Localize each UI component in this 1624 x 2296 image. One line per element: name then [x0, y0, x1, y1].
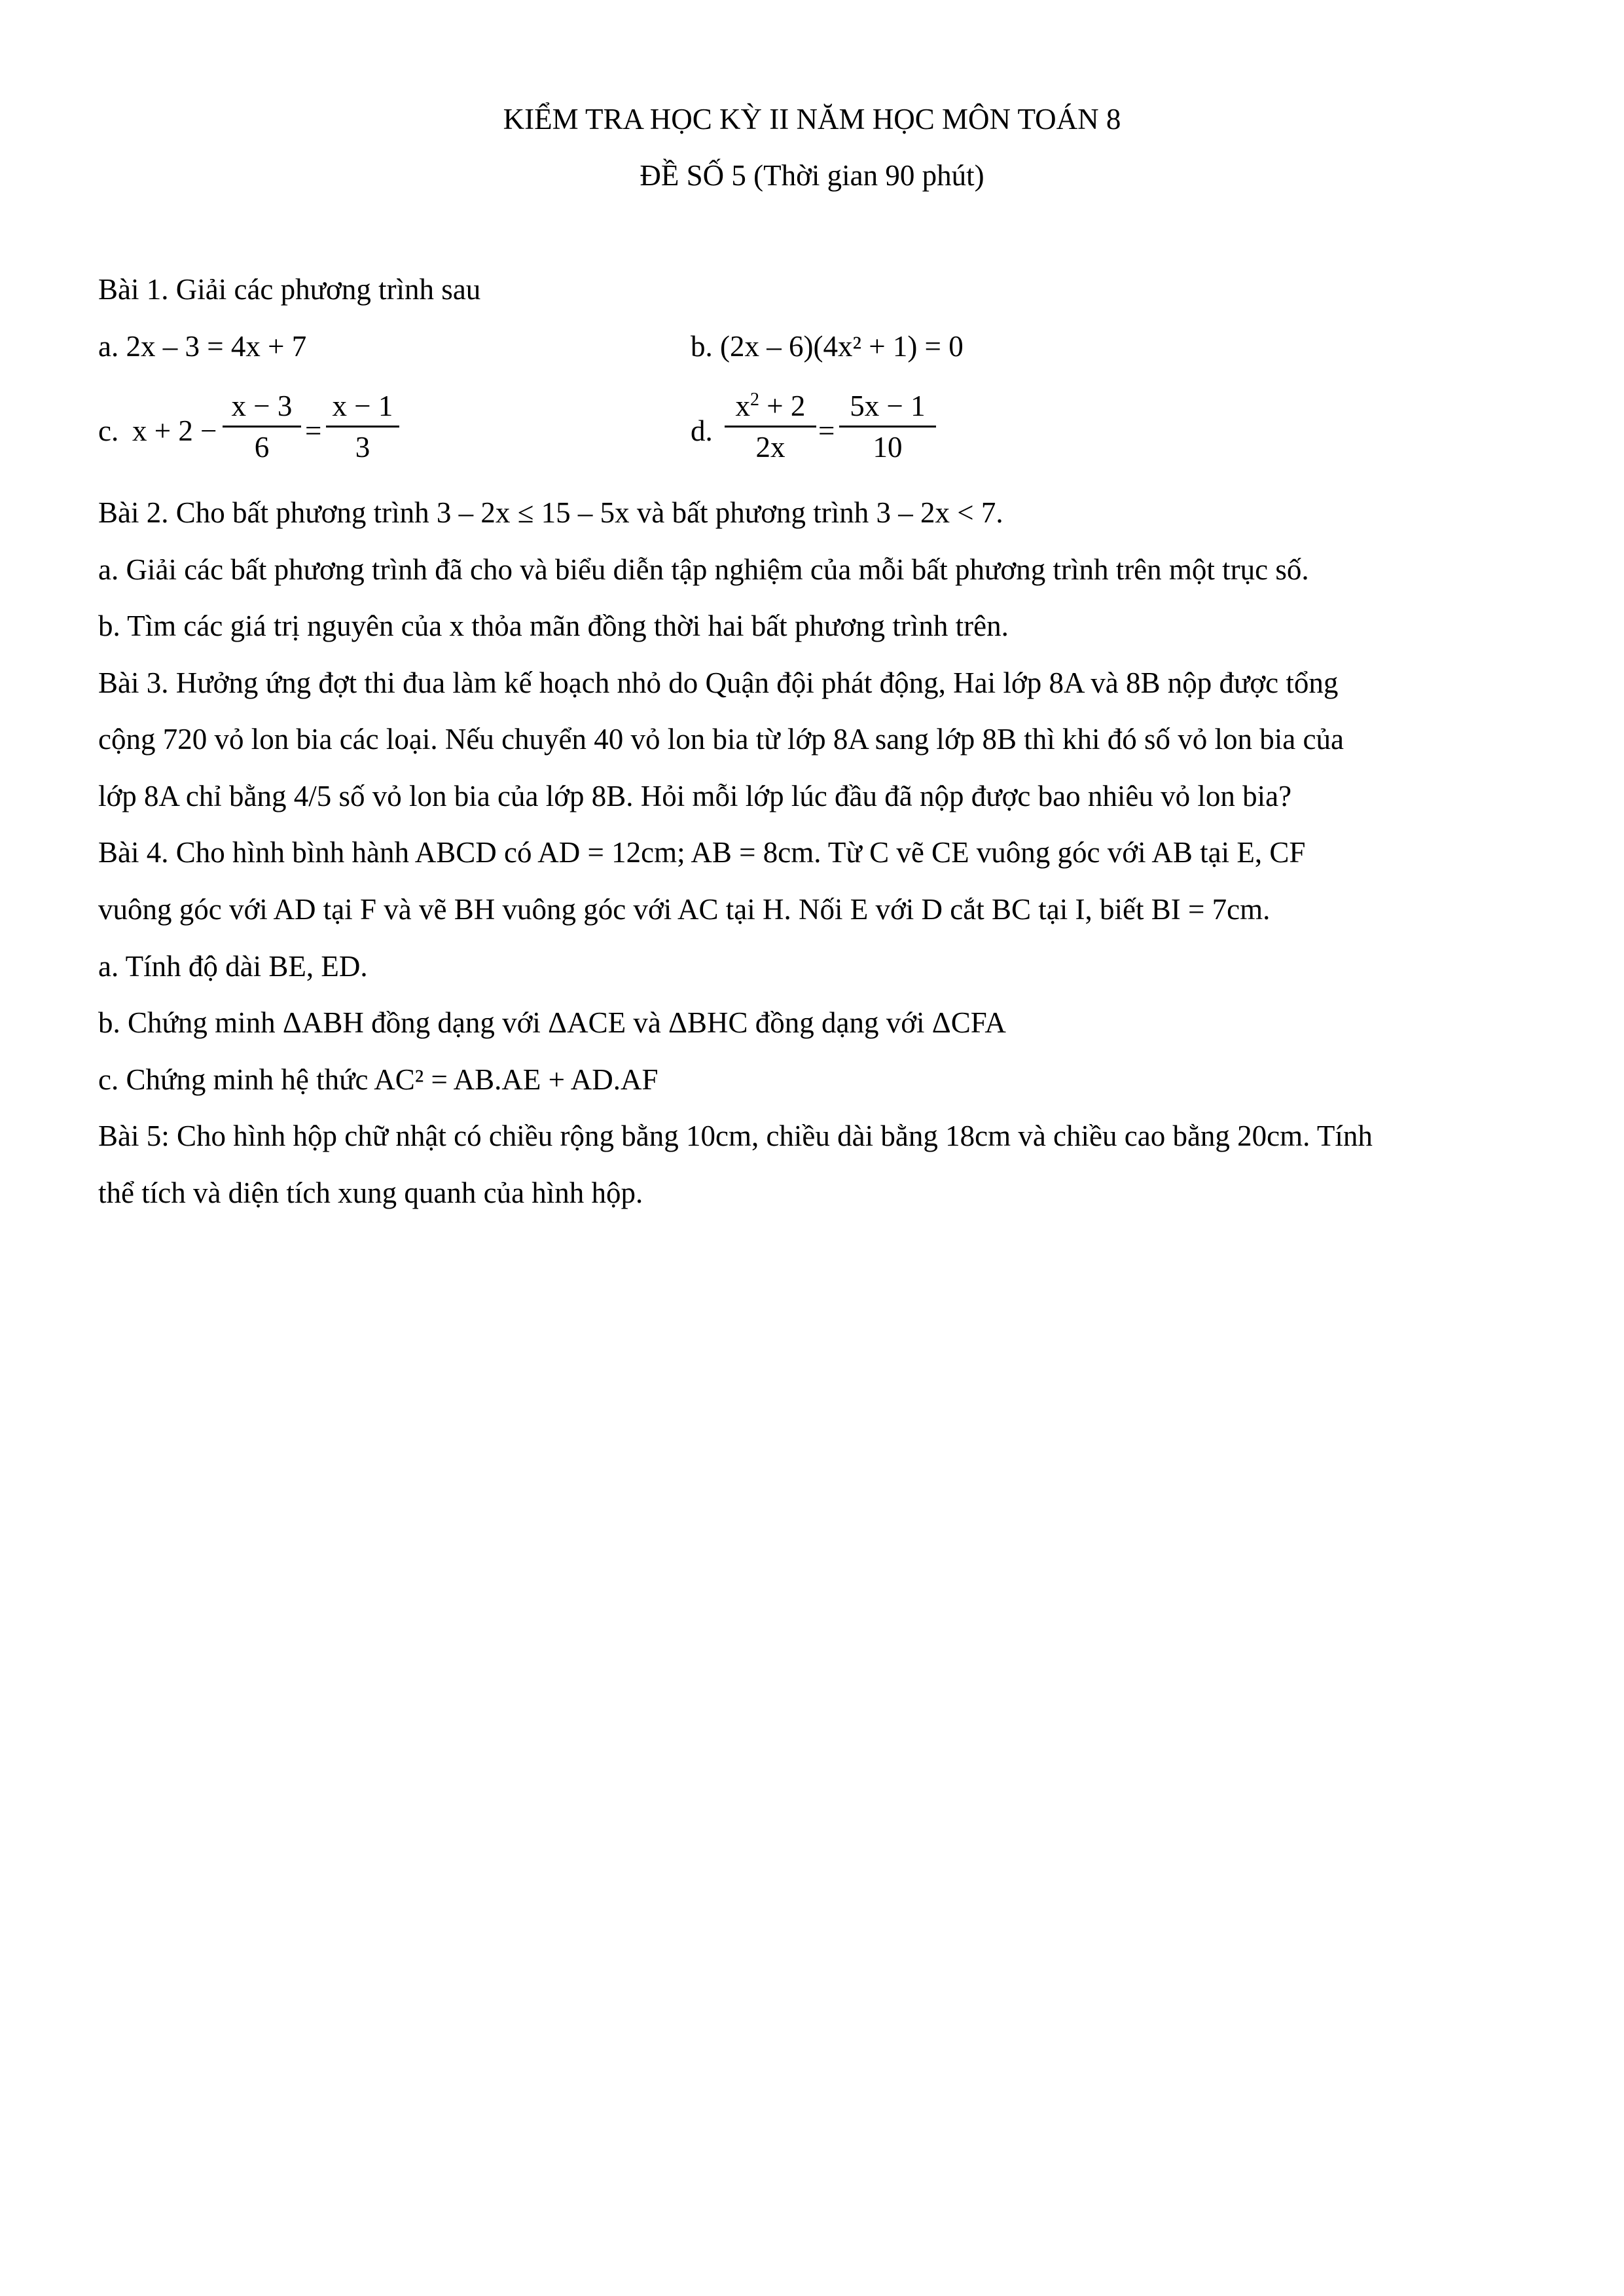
exam-subtitle: ĐỀ SỐ 5 (Thời gian 90 phút)	[640, 159, 984, 192]
fraction-bar	[839, 426, 936, 428]
bai1-d-fraction-1	[725, 388, 816, 465]
bai3-line-1: Bài 3. Hưởng ứng đợt thi đua làm kế hoạch nhỏ do Quận đội phát động, Hai lớp 8A và 8B nộp được tổng	[98, 666, 1339, 699]
bai4-c: c. Chứng minh hệ thức AC² = AB.AE + AD.AF	[98, 1063, 659, 1096]
bai1-c-frac1-numerator: x − 3	[231, 390, 293, 422]
bai2-heading: Bài 2. Cho bất phương trình 3 – 2x ≤ 15 – 5x và bất phương trình 3 – 2x < 7.	[98, 496, 1003, 529]
bai4-a: a. Tính độ dài BE, ED.	[98, 950, 368, 983]
bai1-d-frac1-denominator: 2x	[755, 431, 785, 464]
bai1-c-lhs: x + 2 −	[132, 414, 217, 447]
bai4-line-2: vuông góc với AD tại F và vẽ BH vuông góc với AC tại H. Nối E với D cắt BC tại I, biết BI = 7cm.	[98, 893, 1271, 926]
bai1-a: a. 2x – 3 = 4x + 7	[98, 330, 307, 363]
bai1-d-frac1-rest: + 2	[759, 390, 806, 422]
bai4-b: b. Chứng minh ΔABH đồng dạng với ΔACE và ΔBHC đồng dạng với ΔCFA	[98, 1006, 1006, 1039]
bai1-d-fraction-2	[839, 388, 936, 465]
fraction-bar	[326, 426, 399, 428]
bai3-line-3: lớp 8A chỉ bằng 4/5 số vỏ lon bia của lớp 8B. Hỏi mỗi lớp lúc đầu đã nộp được bao nhiêu vỏ lon bia?	[98, 780, 1292, 812]
fraction-bar	[725, 426, 816, 428]
bai1-c-frac1-denominator: 6	[254, 431, 270, 464]
fraction-bar	[223, 426, 301, 428]
bai2-b: b. Tìm các giá trị nguyên của x thỏa mãn đồng thời hai bất phương trình trên.	[98, 610, 1009, 642]
bai1-c-frac2-denominator: 3	[355, 431, 370, 464]
bai1-d-frac1-numerator	[725, 388, 816, 424]
bai5-line-1: Bài 5: Cho hình hộp chữ nhật có chiều rộng bằng 10cm, chiều dài bằng 18cm và chiều cao bằng 20cm. Tính	[98, 1120, 1373, 1152]
bai1-d-frac1-base: x	[735, 390, 751, 422]
bai5-line-2: thể tích và diện tích xung quanh của hình hộp.	[98, 1176, 643, 1209]
bai1-d-frac2-numerator: 5x − 1	[850, 390, 926, 422]
bai2-a: a. Giải các bất phương trình đã cho và biểu diễn tập nghiệm của mỗi bất phương trình trên một trục số.	[98, 553, 1309, 586]
bai1-d-equals: =	[818, 414, 835, 447]
bai1-c-equals: =	[305, 414, 322, 447]
bai1-c-fraction-2	[326, 388, 399, 465]
bai4-line-1: Bài 4. Cho hình bình hành ABCD có AD = 12cm; AB = 8cm. Từ C vẽ CE vuông góc với AB tại E, CF	[98, 836, 1306, 869]
bai1-d-label: d.	[691, 414, 713, 447]
exam-title: KIỂM TRA HỌC KỲ II NĂM HỌC MÔN TOÁN 8	[503, 103, 1121, 136]
bai1-d-frac1-exponent: 2	[750, 390, 760, 410]
bai1-heading: Bài 1. Giải các phương trình sau	[98, 273, 481, 306]
bai1-c-fraction-1	[223, 388, 301, 465]
bai1-d-frac2-denominator: 10	[873, 431, 903, 464]
bai1-c-frac2-numerator: x − 1	[332, 390, 393, 422]
bai1-c-label: c.	[98, 414, 119, 447]
bai1-b: b. (2x – 6)(4x² + 1) = 0	[691, 330, 964, 363]
bai3-line-2: cộng 720 vỏ lon bia các loại. Nếu chuyển 40 vỏ lon bia từ lớp 8A sang lớp 8B thì khi đó số vỏ lon bia của	[98, 723, 1344, 756]
